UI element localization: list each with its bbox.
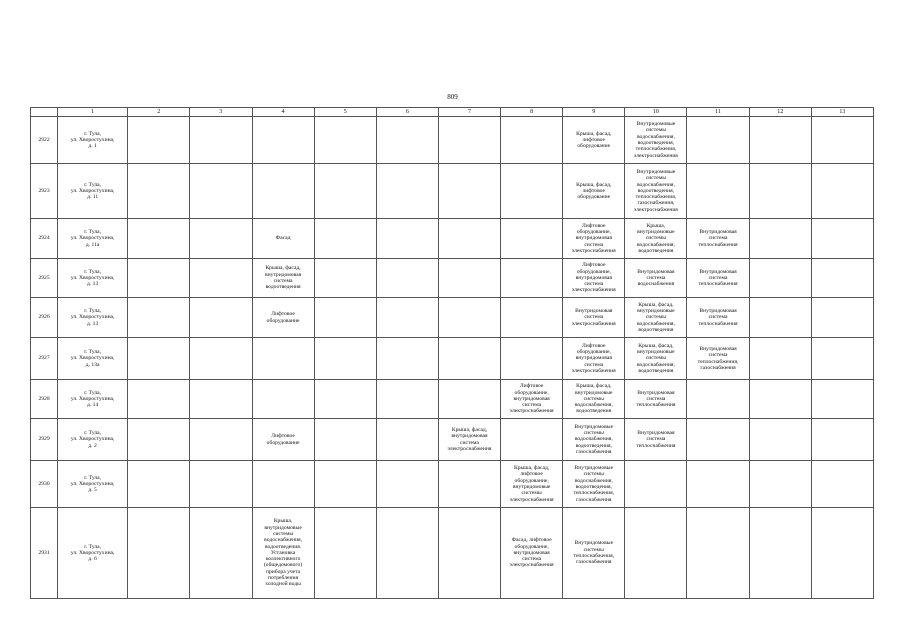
work-cell: Крыша, фасад, лифтовое оборудование — [563, 117, 625, 164]
work-cell — [314, 508, 376, 599]
header-cell: 10 — [625, 108, 687, 117]
work-cell — [687, 508, 749, 599]
address-cell: г. Тула, ул. Хворостухина, д. 11а — [58, 219, 128, 259]
row-number-cell: 2923 — [31, 164, 58, 219]
work-cell — [625, 461, 687, 508]
work-cell — [438, 461, 500, 508]
work-cell — [314, 298, 376, 338]
work-cell: Лифтовое оборудование — [252, 298, 314, 338]
work-cell: Внутридомовая система теплоснабжения, газоснабжения — [687, 338, 749, 380]
work-cell — [749, 380, 811, 419]
work-cell — [314, 219, 376, 259]
header-cell: 7 — [438, 108, 500, 117]
work-cell: Внутридомовые системы водоснабжения, водоотведения, теплоснабжения, газоснабжения — [563, 461, 625, 508]
work-cell — [749, 461, 811, 508]
work-cell — [314, 164, 376, 219]
work-cell — [128, 461, 190, 508]
work-cell — [190, 298, 252, 338]
work-cell: Внутридомовая система теплоснабжения — [625, 419, 687, 461]
work-cell — [811, 508, 873, 599]
work-cell — [501, 419, 563, 461]
work-cell — [128, 338, 190, 380]
work-cell — [438, 508, 500, 599]
work-cell: Крыша, фасад, внутридомовые системы водоснабжения, водоотведения — [563, 380, 625, 419]
table-row — [31, 419, 874, 461]
work-cell — [625, 508, 687, 599]
header-cell: 13 — [811, 108, 873, 117]
work-cell — [749, 117, 811, 164]
work-cell — [128, 298, 190, 338]
table-row — [31, 380, 874, 419]
work-cell — [811, 380, 873, 419]
work-cell — [501, 164, 563, 219]
page-number: 809 — [447, 93, 458, 101]
work-cell: Лифтовое оборудование, внутридомовая система электроснабжения — [563, 338, 625, 380]
work-cell — [811, 117, 873, 164]
work-cell: Внутридомовая система электроснабжения — [563, 298, 625, 338]
work-cell — [749, 259, 811, 298]
header-cell: 4 — [252, 108, 314, 117]
work-cell — [376, 298, 438, 338]
work-cell — [687, 419, 749, 461]
work-cell — [687, 461, 749, 508]
header-cell-blank — [31, 108, 58, 117]
work-cell — [190, 259, 252, 298]
work-cell: Лифтовое оборудование — [252, 419, 314, 461]
work-cell: Внутридомовая система теплоснабжения — [687, 219, 749, 259]
address-cell: г. Тула, ул. Хворостухина, д. 2 — [58, 419, 128, 461]
data-table — [30, 107, 874, 599]
work-cell — [314, 117, 376, 164]
work-cell — [501, 117, 563, 164]
work-cell — [501, 298, 563, 338]
work-cell: Фасад — [252, 219, 314, 259]
work-cell — [376, 338, 438, 380]
table-row — [31, 259, 874, 298]
row-number-cell: 2922 — [31, 117, 58, 164]
work-cell: Внутридомовые системы водоснабжения, водоотведения, газоснабжения — [563, 419, 625, 461]
work-cell: Лифтовое оборудование, внутридомовая система электроснабжения — [501, 380, 563, 419]
work-cell — [687, 164, 749, 219]
row-number-cell: 2927 — [31, 338, 58, 380]
work-cell — [501, 219, 563, 259]
work-cell — [438, 338, 500, 380]
work-cell — [314, 259, 376, 298]
address-cell: г. Тула, ул. Хворостухина, д. 13 — [58, 259, 128, 298]
work-cell: Внутридомовые системы теплоснабжения, газоснабжения — [563, 508, 625, 599]
work-cell — [749, 419, 811, 461]
row-number-cell: 2925 — [31, 259, 58, 298]
table-row — [31, 219, 874, 259]
work-cell — [128, 259, 190, 298]
work-cell: Внутридомовая система теплоснабжения — [625, 380, 687, 419]
work-cell — [438, 164, 500, 219]
work-cell: Крыша, фасад, внутридомовые системы водоснабжения, водоотведения — [625, 298, 687, 338]
work-cell — [811, 419, 873, 461]
work-cell — [190, 461, 252, 508]
address-cell: г. Тула, ул. Хворостухина, д. 5 — [58, 461, 128, 508]
table-row — [31, 338, 874, 380]
work-cell — [811, 461, 873, 508]
work-cell — [314, 461, 376, 508]
work-cell — [376, 259, 438, 298]
work-cell — [190, 164, 252, 219]
work-cell — [128, 380, 190, 419]
work-cell — [128, 419, 190, 461]
table-row — [31, 117, 874, 164]
work-cell — [811, 338, 873, 380]
work-cell: Крыша, фасад, лифтовое оборудование — [563, 164, 625, 219]
work-cell: Крыша, внутридомовые системы водоснабжения, водоотведения. Установка коллективного (общедомового) прибора учета потребления холодной воды — [252, 508, 314, 599]
work-cell — [501, 338, 563, 380]
work-cell — [438, 380, 500, 419]
work-cell — [376, 508, 438, 599]
row-number-cell: 2930 — [31, 461, 58, 508]
work-cell — [376, 380, 438, 419]
header-cell: 12 — [749, 108, 811, 117]
table-row — [31, 461, 874, 508]
work-cell — [749, 298, 811, 338]
address-cell: г. Тула, ул. Хворостухина, д. 1 — [58, 117, 128, 164]
work-cell — [252, 380, 314, 419]
work-cell — [438, 298, 500, 338]
work-cell — [376, 164, 438, 219]
work-cell: Крыша, внутридомовые системы водоснабжения, водоотведения — [625, 219, 687, 259]
table-row — [31, 164, 874, 219]
row-number-cell: 2928 — [31, 380, 58, 419]
work-cell: Внутридомовая система водоснабжения — [625, 259, 687, 298]
address-cell: г. Тула, ул. Хворостухина, д. 11 — [58, 164, 128, 219]
address-cell: г. Тула, ул. Хворостухина, д. 14 — [58, 380, 128, 419]
work-cell — [128, 164, 190, 219]
work-cell — [811, 298, 873, 338]
table-row — [31, 508, 874, 599]
work-cell — [314, 419, 376, 461]
work-cell — [749, 219, 811, 259]
work-cell — [314, 338, 376, 380]
work-cell — [190, 508, 252, 599]
work-cell: Внутридомовая система теплоснабжения — [687, 259, 749, 298]
work-cell — [811, 259, 873, 298]
work-cell — [438, 117, 500, 164]
work-cell: Внутридомовые системы водоснабжения, водоотведения, теплоснабжения, электроснабжения — [625, 117, 687, 164]
row-number-cell: 2929 — [31, 419, 58, 461]
work-cell — [749, 164, 811, 219]
work-cell — [190, 219, 252, 259]
work-cell — [252, 164, 314, 219]
work-cell: Внутридомовые системы водоснабжения, водоотведения, теплоснабжения, газоснабжения, электроснабжения — [625, 164, 687, 219]
work-cell — [438, 259, 500, 298]
table-row — [31, 298, 874, 338]
header-cell: 8 — [501, 108, 563, 117]
work-cell — [376, 419, 438, 461]
work-cell — [190, 338, 252, 380]
header-cell: 9 — [563, 108, 625, 117]
work-cell: Крыша, фасад, внутридомовые системы водоснабжения, водоотведения — [625, 338, 687, 380]
work-cell — [687, 117, 749, 164]
work-cell — [252, 117, 314, 164]
work-cell — [811, 164, 873, 219]
address-cell: г. Тула, ул. Хворостухина, д. 6 — [58, 508, 128, 599]
work-cell: Крыша, фасад, лифтовое оборудование, внутридомовые системы электроснабжения — [501, 461, 563, 508]
work-cell — [811, 219, 873, 259]
work-cell — [376, 219, 438, 259]
work-cell — [190, 117, 252, 164]
work-cell — [128, 508, 190, 599]
work-cell — [438, 219, 500, 259]
work-cell: Внутридомовая система теплоснабжения — [687, 298, 749, 338]
header-cell: 11 — [687, 108, 749, 117]
row-number-cell: 2926 — [31, 298, 58, 338]
row-number-cell: 2931 — [31, 508, 58, 599]
work-cell — [252, 461, 314, 508]
work-cell — [314, 380, 376, 419]
work-cell — [376, 117, 438, 164]
work-cell — [252, 338, 314, 380]
address-cell: г. Тула, ул. Хворостухина, д. 13а — [58, 338, 128, 380]
work-cell: Лифтовое оборудование, внутридомовая система электроснабжения — [563, 259, 625, 298]
work-cell: Лифтовое оборудование, внутридомовая система электроснабжения — [563, 219, 625, 259]
header-cell: 6 — [376, 108, 438, 117]
work-cell: Крыша, фасад, внутридомовая система водоотведения — [252, 259, 314, 298]
work-cell — [501, 259, 563, 298]
address-cell: г. Тула, ул. Хворостухина, д. 13 — [58, 298, 128, 338]
work-cell — [128, 219, 190, 259]
work-cell: Фасад, лифтовое оборудование, внутридомовая система электроснабжения — [501, 508, 563, 599]
header-row — [31, 108, 874, 117]
header-cell: 2 — [128, 108, 190, 117]
header-cell: 1 — [58, 108, 128, 117]
work-cell — [687, 380, 749, 419]
work-cell — [749, 338, 811, 380]
header-cell: 5 — [314, 108, 376, 117]
work-cell — [190, 380, 252, 419]
work-cell — [376, 461, 438, 508]
row-number-cell: 2924 — [31, 219, 58, 259]
work-cell: Крыша, фасад, внутридомовая система электроснабжения — [438, 419, 500, 461]
header-cell: 3 — [190, 108, 252, 117]
work-cell — [128, 117, 190, 164]
work-cell — [190, 419, 252, 461]
work-cell — [749, 508, 811, 599]
